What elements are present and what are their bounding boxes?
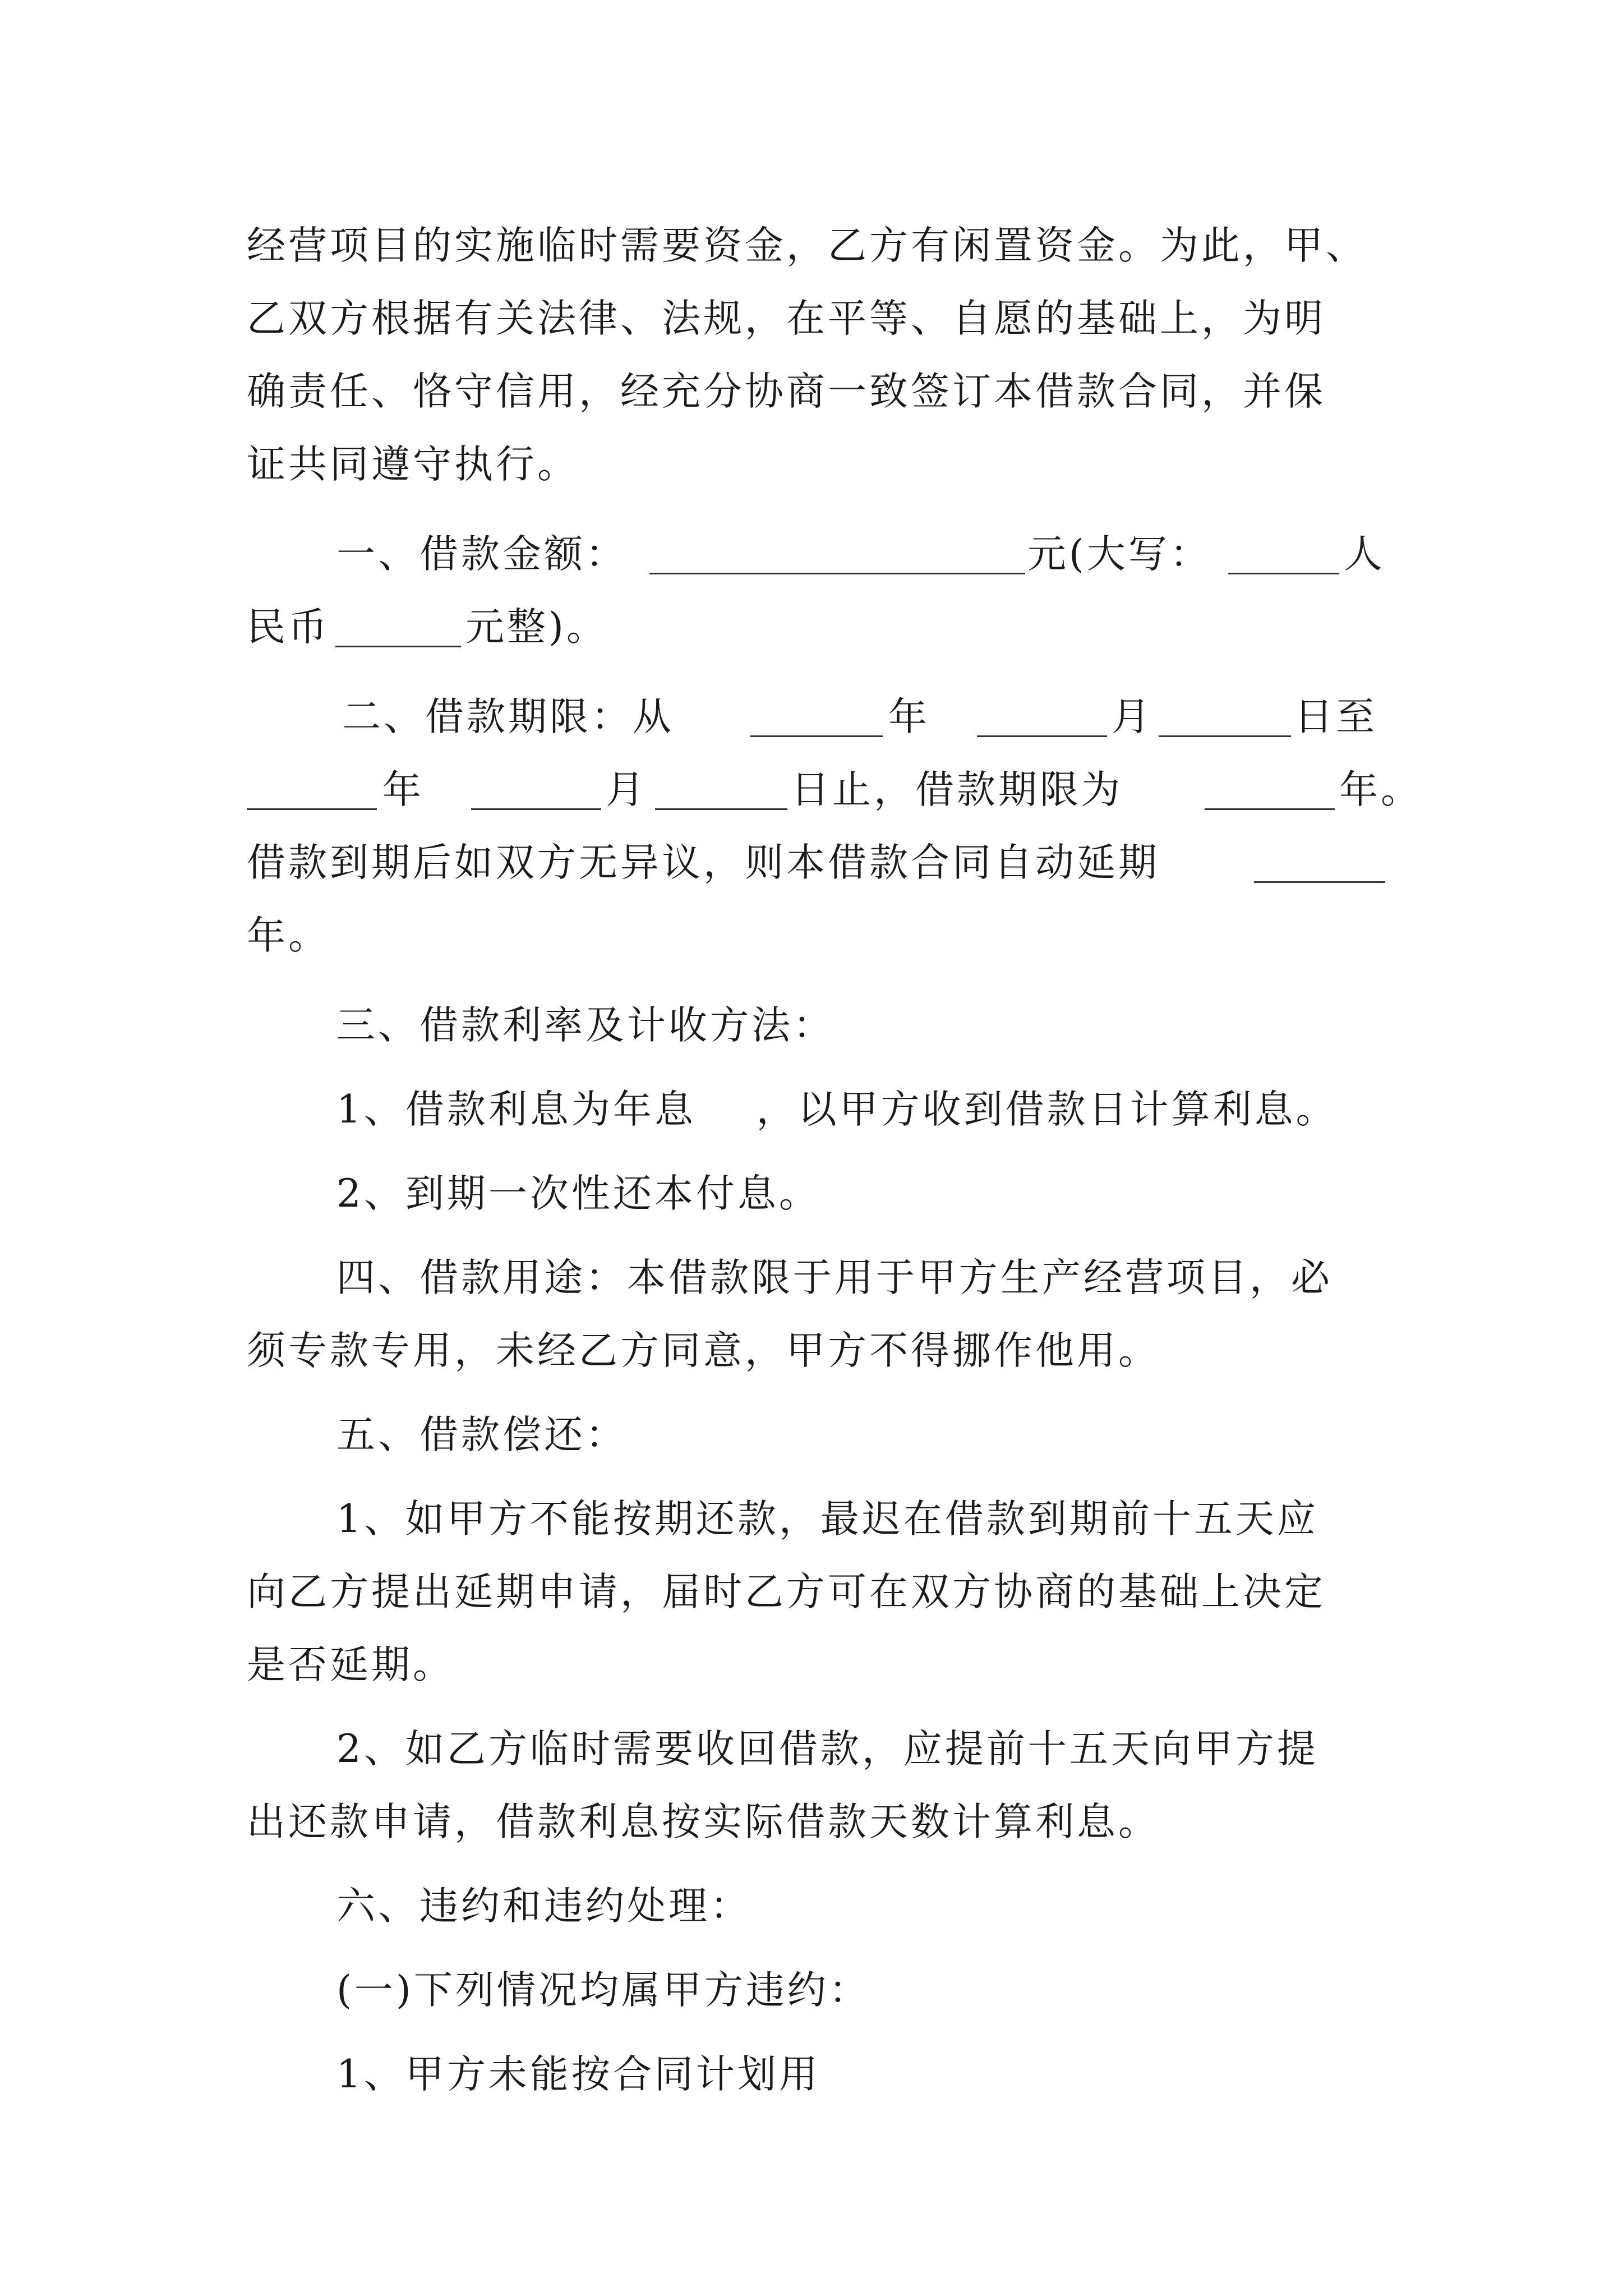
rate-item-1: 1、借款利息为年息 ，以甲方收到借款日计算利息。 — [336, 1087, 1338, 1132]
purpose-line-1: 四、借款用途：本借款限于用于甲方生产经营项目，必 — [336, 1255, 1332, 1300]
term-end-month-text: 月 — [606, 767, 647, 812]
term-end-month-blank[interactable] — [471, 775, 601, 810]
text-line — [0, 989, 1623, 1062]
text-line — [0, 209, 1623, 282]
intro-line-3: 确责任、恪守信用，经充分协商一致签订本借款合同，并保 — [247, 369, 1326, 414]
text-line — [0, 1954, 1623, 2027]
text-line — [0, 355, 1623, 428]
amount-minbi-blank[interactable] — [335, 612, 461, 647]
term-end-day-blank[interactable] — [655, 775, 787, 810]
term-year-text: 年 — [888, 694, 930, 739]
repay-item-1-line-1: 1、如甲方不能按期还款，最迟在借款到期前十五天应 — [336, 1497, 1318, 1542]
repay-title: 五、借款偿还： — [336, 1412, 627, 1457]
text-line — [0, 1786, 1623, 1858]
amount-minbi-text: 民币 — [247, 605, 330, 650]
purpose-line-2: 须专款专用，未经乙方同意，甲方不得挪作他用。 — [247, 1328, 1160, 1373]
amount-end-text: 元整)。 — [465, 605, 608, 650]
text-line — [0, 1073, 1623, 1146]
text-line — [0, 1870, 1623, 1943]
repay-item-1-line-3: 是否延期。 — [247, 1642, 454, 1687]
term-duration-blank[interactable] — [1205, 775, 1335, 810]
term-duration-unit: 年。 — [1339, 767, 1422, 812]
intro-line-1: 经营项目的实施临时需要资金，乙方有闲置资金。为此，甲、 — [247, 223, 1367, 268]
term-month-text: 月 — [1112, 694, 1153, 739]
rate-item-2: 2、到期一次性还本付息。 — [336, 1171, 820, 1216]
term-duration-text: 日止，借款期限为 — [791, 767, 1123, 812]
term-start-year-blank[interactable] — [750, 702, 883, 737]
amount-line-1 — [0, 518, 1623, 591]
term-start-month-blank[interactable] — [977, 702, 1107, 737]
text-line — [0, 428, 1623, 501]
term-line-3 — [0, 826, 1623, 899]
term-ri-zhi-text: 日至 — [1294, 694, 1377, 739]
rate-title: 三、借款利率及计收方法： — [336, 1003, 834, 1048]
term-start-day-blank[interactable] — [1159, 702, 1291, 737]
amount-blank[interactable] — [649, 539, 1025, 574]
term-renew-unit: 年。 — [247, 913, 330, 958]
term-end-year-blank[interactable] — [247, 775, 377, 810]
amount-yuan-text: 元(大写： — [1027, 532, 1211, 577]
intro-line-4: 证共同遵守执行。 — [247, 442, 579, 487]
term-line-1 — [0, 680, 1623, 753]
intro-line-2: 乙双方根据有关法律、法规，在平等、自愿的基础上，为明 — [247, 296, 1326, 341]
term-end-year-text: 年 — [382, 767, 424, 812]
breach-title: 六、违约和违约处理： — [336, 1884, 751, 1929]
text-line — [0, 282, 1623, 355]
repay-item-2-line-1: 2、如乙方临时需要收回借款，应提前十五天向甲方提 — [336, 1727, 1318, 1772]
text-line — [0, 1556, 1623, 1628]
term-renew-text: 借款到期后如双方无异议，则本借款合同自动延期 — [247, 840, 1160, 885]
text-line — [0, 1157, 1623, 1230]
term-label: 二、借款期限：从 — [342, 694, 674, 739]
amount-label: 一、借款金额： — [336, 532, 627, 577]
breach-subtitle: (一)下列情况均属甲方违约： — [336, 1968, 870, 2013]
breach-item-1: 1、甲方未能按合同计划用 — [336, 2052, 820, 2097]
term-line-4 — [0, 899, 1623, 972]
repay-item-1-line-2: 向乙方提出延期申请，届时乙方可在双方协商的基础上决定 — [247, 1570, 1326, 1614]
text-line — [0, 2038, 1623, 2111]
repay-item-2-line-2: 出还款申请，借款利息按实际借款天数计算利息。 — [247, 1800, 1160, 1844]
term-renew-blank[interactable] — [1254, 848, 1385, 883]
term-line-2 — [0, 753, 1623, 826]
text-line — [0, 1628, 1623, 1701]
amount-line-2 — [0, 591, 1623, 664]
text-line — [0, 1241, 1623, 1314]
amount-capital-blank[interactable] — [1228, 539, 1339, 574]
text-line — [0, 1483, 1623, 1556]
amount-ren-text: 人 — [1344, 532, 1385, 577]
text-line — [0, 1314, 1623, 1387]
text-line — [0, 1398, 1623, 1471]
text-line — [0, 1713, 1623, 1786]
